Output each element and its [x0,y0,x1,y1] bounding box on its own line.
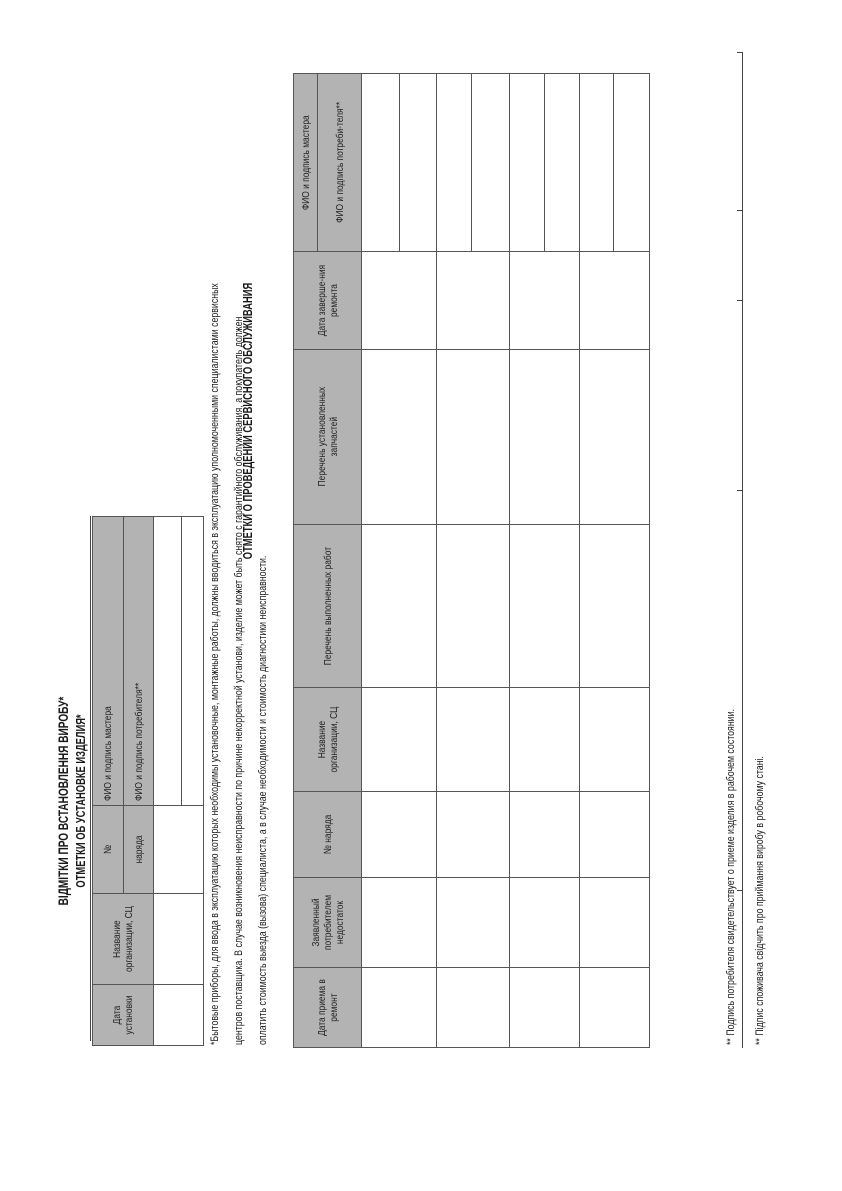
service-cell[interactable] [437,968,510,1048]
note-line: *Бытовые приборы, для ввода в эксплуатацию которых необходимы установочные, монтажные работы, должны вводиться в эксплуатацию уполномоченными специалистами сервисных [209,283,221,1045]
service-col-parts: Перечень установленных запчастей [294,349,362,525]
service-cell[interactable] [437,251,510,349]
service-col-declared: Заявленный потребителем недостаток [294,878,362,968]
service-cell[interactable] [437,878,510,968]
ruler-tick [737,490,742,491]
service-cell[interactable] [437,349,510,525]
service-cell[interactable] [580,878,650,968]
service-col-date-done: Дата заверше-ния ремонта [294,251,362,349]
install-cell[interactable] [154,985,204,1046]
service-title: ОТМЕТКИ О ПРОВЕДЕНИИ СЕРВИСНОГО ОБСЛУЖИВАНИЯ [240,282,255,560]
service-cell[interactable] [362,968,437,1048]
service-cell[interactable] [580,968,650,1048]
service-cell[interactable] [362,688,437,792]
note-line: оплатить стоимость выезда (вызова) специалиста, а в случае необходимости и стоимость диагностики неисправности. [257,555,269,1045]
service-col-consumer: ФИО и подпись потреби-теля** [318,74,362,252]
install-cell[interactable] [182,517,204,806]
install-col-master: ФИО и подпись мастера [93,517,124,806]
ruler-tick [737,52,742,53]
service-cell[interactable] [362,792,437,878]
service-cell[interactable] [362,74,400,252]
service-col-master: ФИО и подпись мастера [294,74,318,252]
title-rule [90,516,91,1041]
install-cell[interactable] [154,894,204,985]
service-cell[interactable] [362,349,437,525]
install-cell[interactable] [154,806,204,894]
service-cell[interactable] [510,688,580,792]
footnote-ua: ** Підпис споживача свідчить про приймання виробу в робочому стані. [754,756,766,1045]
service-col-date-in: Дата приема в ремонт [294,968,362,1048]
install-col-org: Название организации, СЦ [93,894,154,985]
install-notes [203,55,275,1045]
note-line: центров поставщика. В случае возникновения неисправности по причине некорректной установи, изделие может быть снято с гарантийного обслуживания, а покупатель должен [233,316,245,1045]
service-cell[interactable] [362,878,437,968]
service-cell[interactable] [580,792,650,878]
install-col-consumer: ФИО и подпись потребителя** [124,517,154,806]
footnote-ru: ** Подпись потребителя свидетельствует о приеме изделия в рабочем состоянии. [725,709,737,1045]
install-col-date: Дата установки [93,985,154,1046]
service-cell[interactable] [580,349,650,525]
service-cell[interactable] [437,792,510,878]
service-cell[interactable] [510,792,580,878]
service-cell[interactable] [400,74,437,252]
service-cell[interactable] [510,349,580,525]
service-cell[interactable] [437,525,510,688]
service-table [293,73,650,1048]
service-cell[interactable] [472,74,510,252]
service-cell[interactable] [545,74,580,252]
service-cell[interactable] [510,74,545,252]
install-col-num-top: № [93,806,124,894]
service-cell[interactable] [510,968,580,1048]
page-title-ru: ОТМЕТКИ ОБ УСТАНОВКЕ ИЗДЕЛИЯ* [73,714,88,888]
service-cell[interactable] [580,251,650,349]
service-cell[interactable] [437,688,510,792]
service-col-works: Перечень выполненных работ [294,525,362,688]
service-cell[interactable] [437,74,472,252]
footer-rule [742,52,743,1048]
service-cell[interactable] [580,74,614,252]
service-cell[interactable] [510,525,580,688]
service-cell[interactable] [362,251,437,349]
service-cell[interactable] [362,525,437,688]
ruler-tick [737,210,742,211]
ruler-tick [737,300,742,301]
service-cell[interactable] [614,74,650,252]
service-cell[interactable] [510,878,580,968]
service-cell[interactable] [510,251,580,349]
ruler-tick [737,890,742,891]
install-cell[interactable] [154,517,182,806]
install-table [92,516,204,1046]
service-cell[interactable] [580,525,650,688]
service-col-org: Название организации, СЦ [294,688,362,792]
page-title-ua: ВІДМІТКИ ПРО ВСТАНОВЛЕННЯ ВИРОБУ* [55,696,71,906]
service-col-num: № наряда [294,792,362,878]
install-col-num-bottom: наряда [124,806,154,894]
service-cell[interactable] [580,688,650,792]
